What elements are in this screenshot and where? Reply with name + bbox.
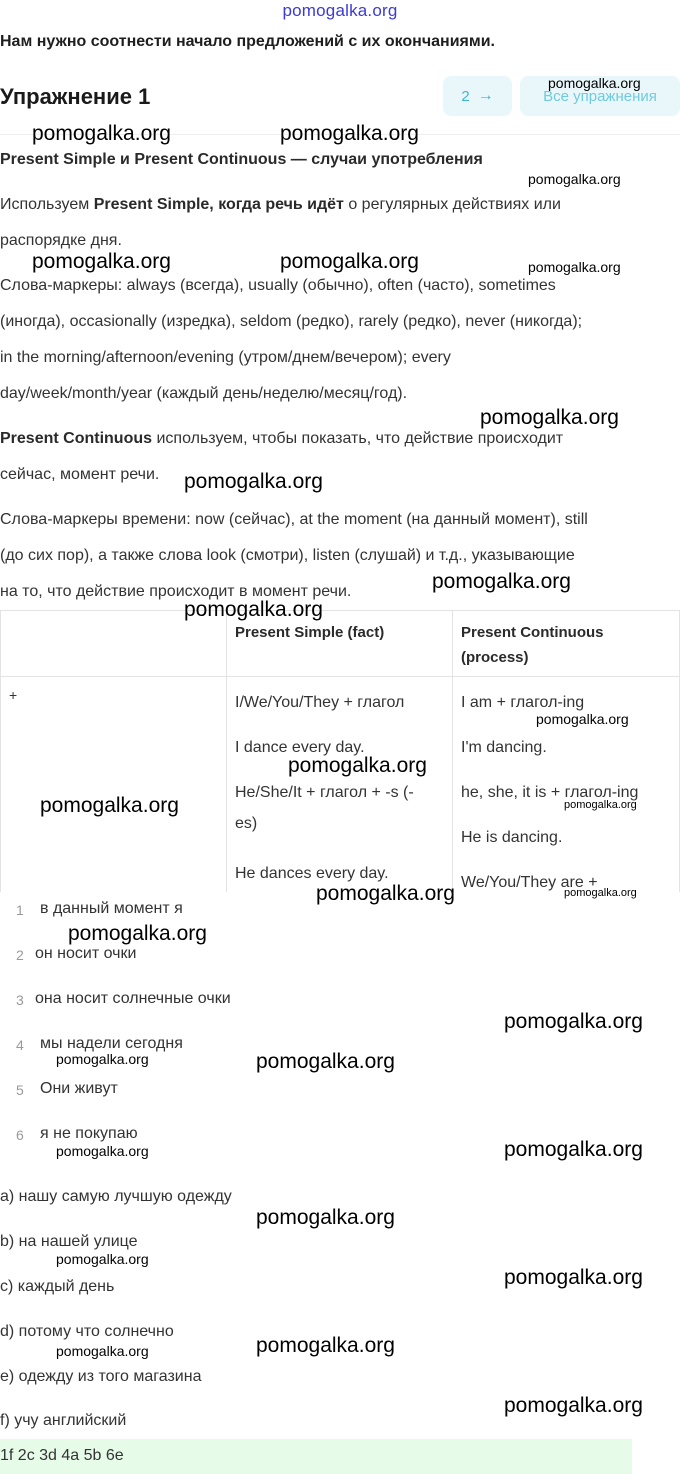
table-cell: he, she, it is + глагол-ing [461,784,639,801]
arrow-right-icon: → [477,87,494,104]
p1-pre: Используем [0,196,94,213]
watermark: pomogalka.org [432,570,571,593]
table-cell: es) [235,815,258,832]
watermark: pomogalka.org [184,598,323,621]
item-number: 3 [16,992,24,1008]
watermark: pomogalka.org [40,794,179,817]
item-number: 5 [16,1082,24,1098]
table-col-label [0,611,227,892]
theory-paragraph-simple-line2: распорядке дня. [0,232,122,249]
table-cell: He dances every day. [235,865,389,882]
answer-box: 1f 2c 3d 4a 5b 6e [0,1439,632,1474]
ending-item: d) потому что солнечно [0,1323,174,1340]
ending-item: f) учу английский [0,1412,127,1429]
watermark: pomogalka.org [184,470,323,493]
watermark: pomogalka.org [56,1343,149,1359]
intro-text: Нам нужно соотнести начало предложений с их окончаниями. [0,33,495,50]
watermark: pomogalka.org [256,1050,395,1073]
p2-bold: Present Continuous [0,430,153,447]
watermark: pomogalka.org [480,406,619,429]
page-title: Упражнение 1 [0,84,151,109]
watermark: pomogalka.org [528,259,621,275]
item-text: я не покупаю [40,1125,138,1142]
watermark: pomogalka.org [504,1394,643,1417]
watermark: pomogalka.org [504,1266,643,1289]
ending-item: e) одежду из того магазина [0,1368,202,1385]
item-number: 4 [16,1037,24,1053]
watermark: pomogalka.org [32,122,171,145]
watermark: pomogalka.org [536,711,629,727]
markers-simple-line: (иногда), occasionally (изредка), seldom (редко), rarely (редко), never (никогда); [0,313,583,330]
ending-item: c) каждый день [0,1278,115,1295]
ending-item: b) на нашей улице [0,1233,138,1250]
table-header-simple: Present Simple (fact) [235,624,385,641]
watermark: pomogalka.org [280,250,419,273]
next-exercise-button[interactable] [443,76,512,116]
table-cell: He/She/It + глагол + -s (- [235,784,414,801]
next-exercise-label: 2 [461,87,470,105]
table-cell: We/You/They are + [461,874,598,891]
watermark: pomogalka.org [32,250,171,273]
markers-continuous-line: на то, что действие происходит в момент речи. [0,583,352,600]
markers-simple-line: Слова-маркеры: always (всегда), usually (обычно), often (часто), sometimes [0,277,556,294]
markers-continuous-line: (до сих пор), а также слова look (смотри), listen (слушай) и т.д., указывающие [0,547,575,564]
markers-continuous-line: Слова-маркеры времени: now (сейчас), at the moment (на данный момент), still [0,511,588,528]
tense-table [0,610,680,892]
item-text: он носит очки [35,945,137,962]
watermark: pomogalka.org [56,1251,149,1267]
watermark: pomogalka.org [256,1334,395,1357]
p1-rest: о регулярных действиях или [343,196,561,213]
table-row-label: + [9,687,18,703]
table-row-divider [0,676,680,677]
watermark: pomogalka.org [256,1206,395,1229]
item-text: Они живут [40,1080,118,1097]
p1-bold: Present Simple, когда речь идёт [93,196,344,213]
watermark: pomogalka.org [564,799,637,811]
watermark: pomogalka.org [288,754,427,777]
watermark: pomogalka.org [56,1143,149,1159]
theory-paragraph-simple [0,187,680,223]
watermark: pomogalka.org [528,171,621,187]
site-logo[interactable]: pomogalka.org [282,1,398,20]
table-cell: I/We/You/They + глагол [235,694,405,711]
table-cell: I'm dancing. [461,739,547,756]
ending-item: a) нашу самую лучшую одежду [0,1188,232,1205]
markers-simple-line: in the morning/afternoon/evening (утром/днем/вечером); every [0,349,451,366]
table-header-continuous: Present Continuous (process) [461,624,604,666]
watermark: pomogalka.org [504,1138,643,1161]
watermark: pomogalka.org [280,122,419,145]
theory-heading: Present Simple и Present Continuous — случаи употребления [0,151,483,168]
watermark: pomogalka.org [564,887,637,899]
item-text: она носит солнечные очки [35,990,231,1007]
item-number: 2 [16,947,24,963]
watermark: pomogalka.org [68,922,207,945]
all-exercises-button[interactable]: Все упражнения [520,76,680,116]
item-number: 6 [16,1127,24,1143]
watermark: pomogalka.org [316,882,455,905]
p2-rest: используем, чтобы показать, что действие происходит [152,430,564,447]
markers-simple-line: day/week/month/year (каждый день/неделю/месяц/год). [0,385,408,402]
table-cell: I am + глагол-ing [461,694,585,711]
theory-paragraph-continuous-line2: сейчас, момент речи. [0,466,160,483]
watermark: pomogalka.org [504,1010,643,1033]
item-number: 1 [16,902,24,918]
watermark: pomogalka.org [56,1051,149,1067]
item-text: в данный момент я [40,900,183,917]
watermark: pomogalka.org [548,75,641,91]
table-cell: He is dancing. [461,829,563,846]
item-text: мы надели сегодня [40,1035,183,1052]
table-cell: I dance every day. [235,739,365,756]
